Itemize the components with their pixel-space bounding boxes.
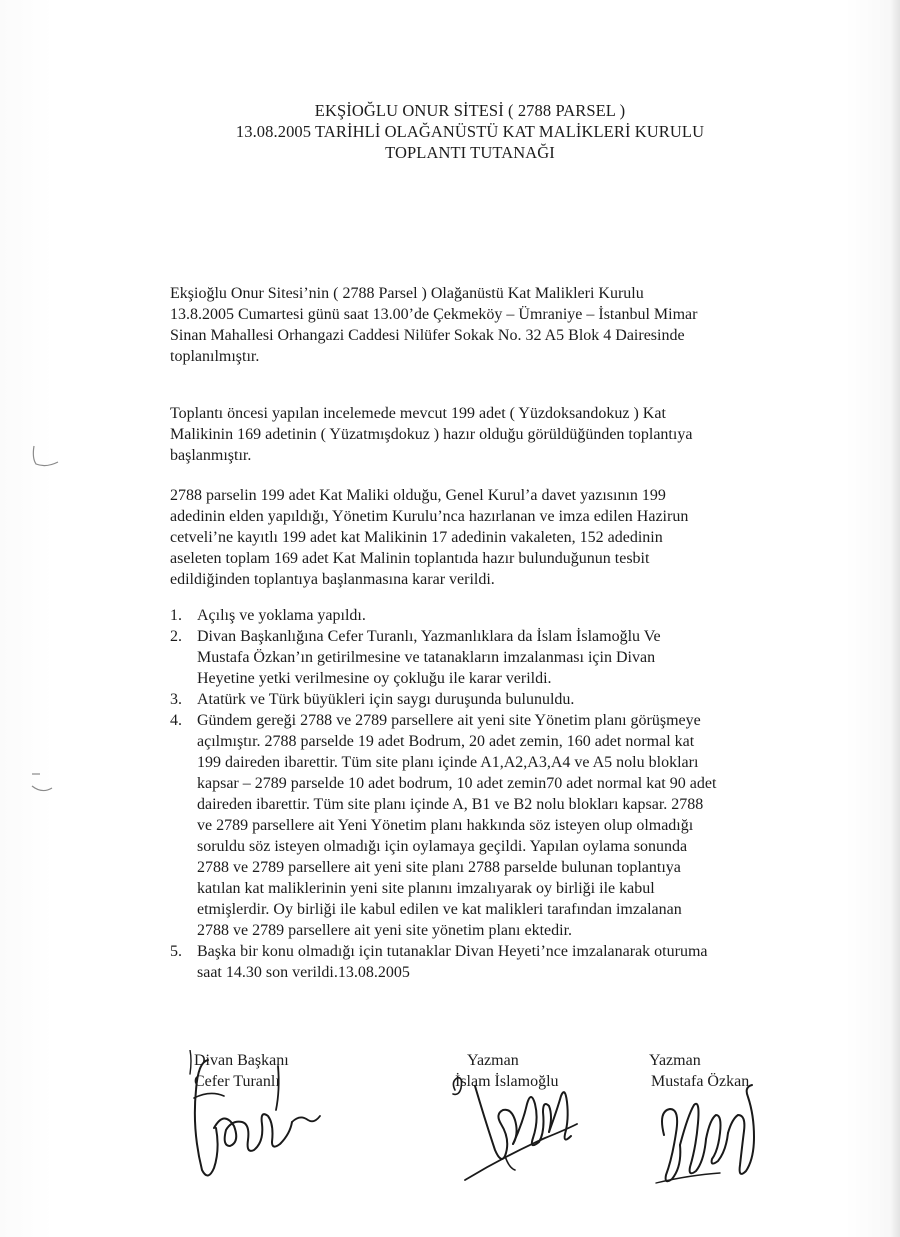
agenda-item xyxy=(170,605,780,626)
agenda-item-line: Gündem gereği 2788 ve 2789 parsellere ait yeni site Yönetim planı görüşmeye xyxy=(197,712,701,729)
quorum-paragraph xyxy=(170,403,770,466)
agenda-item-line: ve 2789 parsellere ait Yeni Yönetim planı hakkında söz isteyen olup olmadığı xyxy=(197,817,694,834)
agenda-list xyxy=(170,605,780,983)
agenda-item-line: etmişlerdir. Oy birliği ile kabul edilen ve kat malikleri tarafından imzalanan xyxy=(197,901,682,918)
agenda-item-number: 2. xyxy=(170,628,182,645)
agenda-item-line: Mustafa Özkan’ın getirilmesine ve tatanakların imzalanması için Divan xyxy=(197,649,656,666)
left-margin-scan-mark xyxy=(28,440,64,480)
intro-paragraph xyxy=(170,283,770,367)
agenda-item-line: 2788 ve 2789 parsellere ait yeni site yönetim planı ektedir. xyxy=(197,922,573,939)
title-meeting-date: 13.08.2005 TARİHLİ OLAĞANÜSTÜ KAT MALİKLERİ KURULU xyxy=(235,122,705,141)
handwritten-signature-secretary-1 xyxy=(445,1060,605,1190)
document-title xyxy=(150,100,790,163)
decision-paragraph xyxy=(170,485,770,590)
quorum-line: Toplantı öncesi yapılan incelemede mevcut 199 adet ( Yüzdoksandokuz ) Kat xyxy=(170,405,666,422)
page-edge-shadow xyxy=(890,0,900,1237)
agenda-item-line: Başka bir konu olmadığı için tutanaklar Divan Heyeti’nce imzalanarak oturuma xyxy=(197,943,708,960)
signatory-name: İslam İslamoğlu xyxy=(455,1073,559,1090)
agenda-item-line: kapsar – 2789 parselde 10 adet bodrum, 10 adet zemin70 adet normal kat 90 adet xyxy=(197,775,717,792)
agenda-item xyxy=(170,626,780,689)
left-margin-scan-mark-2 xyxy=(26,768,62,808)
handwritten-signature-secretary-2 xyxy=(650,1075,770,1195)
quorum-line: başlanmıştır. xyxy=(170,447,252,464)
agenda-item-number: 1. xyxy=(170,607,182,624)
decision-line: aseleten toplam 169 adet Kat Malinin toplantıda hazır bulunduğunun tesbit xyxy=(170,550,650,567)
agenda-item xyxy=(170,941,780,983)
quorum-line: Malikinin 169 adetinin ( Yüzatmışdokuz ) hazır olduğu görüldüğünden toplantıya xyxy=(170,426,693,443)
agenda-item-line: Atatürk ve Türk büyükleri için saygı duruşunda bulunuldu. xyxy=(197,691,575,708)
agenda-item-line: 2788 ve 2789 parsellere ait yeni site planı 2788 parselde bulunan toplantıya xyxy=(197,859,681,876)
intro-line: 13.8.2005 Cumartesi günü saat 13.00’de Çekmeköy – Ümraniye – İstanbul Mimar xyxy=(170,306,698,323)
agenda-item-line: daireden ibarettir. Tüm site planı içinde A, B1 ve B2 nolu blokları kapsar. 2788 xyxy=(197,796,704,813)
decision-line: adedinin elden yapıldığı, Yönetim Kurulu’nca hazırlanan ve imza edilen Hazirun xyxy=(170,508,689,525)
signatory-name: Cefer Turanlı xyxy=(194,1073,280,1090)
signatory-role: Divan Başkanı xyxy=(194,1052,289,1069)
agenda-item-line: saat 14.30 son verildi.13.08.2005 xyxy=(197,964,410,981)
agenda-item-line: 199 daireden ibarettir. Tüm site planı içinde A1,A2,A3,A4 ve A5 nolu blokları xyxy=(197,754,699,771)
agenda-item-number: 4. xyxy=(170,712,182,729)
handwritten-signature-chairman xyxy=(180,1050,330,1190)
agenda-item-line: Divan Başkanlığına Cefer Turanlı, Yazmanlıklara da İslam İslamoğlu Ve xyxy=(197,628,661,645)
decision-line: edildiğinden toplantıya başlanmasına karar verildi. xyxy=(170,571,495,588)
agenda-item xyxy=(170,710,780,941)
agenda-item-number: 3. xyxy=(170,691,182,708)
intro-line: toplanılmıştır. xyxy=(170,348,260,365)
agenda-item-line: soruldu söz isteyen olmadığı için oylamaya geçildi. Yapılan oylama sonunda xyxy=(197,838,688,855)
signatory-role: Yazman xyxy=(467,1052,519,1069)
intro-line: Ekşioğlu Onur Sitesi’nin ( 2788 Parsel ) Olağanüstü Kat Malikleri Kurulu xyxy=(170,285,644,302)
signatory-name: Mustafa Özkan xyxy=(651,1073,750,1090)
agenda-item-number: 5. xyxy=(170,943,182,960)
decision-line: cetveli’ne kayıtlı 199 adet kat Malikinin 17 adedinin vakaleten, 152 adedinin xyxy=(170,529,663,546)
signatory-role: Yazman xyxy=(649,1052,701,1069)
agenda-item xyxy=(170,689,780,710)
title-site-name: EKŞİOĞLU ONUR SİTESİ ( 2788 PARSEL ) xyxy=(314,101,626,120)
agenda-item-line: açılmıştır. 2788 parselde 19 adet Bodrum, 20 adet zemin, 160 adet normal kat xyxy=(197,733,695,750)
title-minutes: TOPLANTI TUTANAĞI xyxy=(385,143,555,162)
agenda-item-line: Heyetine yetki verilmesine oy çokluğu ile karar verildi. xyxy=(197,670,552,687)
decision-line: 2788 parselin 199 adet Kat Maliki olduğu, Genel Kurul’a davet yazısının 199 xyxy=(170,487,666,504)
agenda-item-line: Açılış ve yoklama yapıldı. xyxy=(197,607,366,624)
intro-line: Sinan Mahallesi Orhangazi Caddesi Nilüfer Sokak No. 32 A5 Blok 4 Dairesinde xyxy=(170,327,685,344)
agenda-item-line: katılan kat maliklerinin yeni site planını imzalıyarak oy birliği ile kabul xyxy=(197,880,655,897)
